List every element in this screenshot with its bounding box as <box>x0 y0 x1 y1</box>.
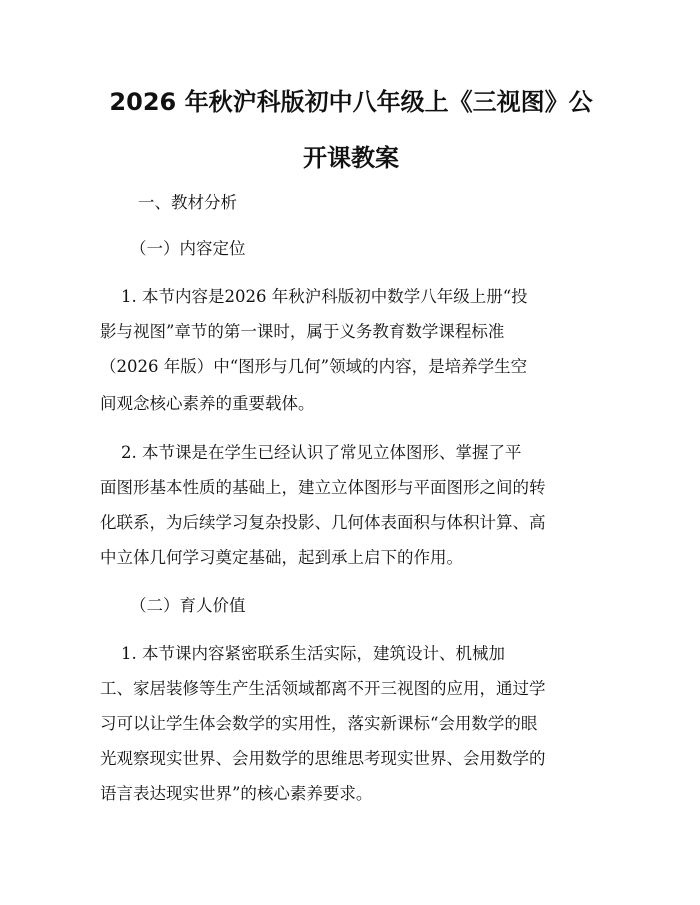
paragraph-line: 1. 本节课内容紧密联系生活实际，建筑设计、机械加 <box>100 644 505 663</box>
subsection-heading-educational-value: （二）育人价值 <box>130 596 246 615</box>
title-line-1: 2026 年秋沪科版初中八年级上《三视图》公 <box>109 88 593 116</box>
title-line-2: 开课教案 <box>303 144 399 172</box>
paragraph-line: 面图形基本性质的基础上，建立立体图形与平面图形之间的转 <box>100 478 546 497</box>
paragraph-line: 2. 本节课是在学生已经认识了常见立体图形、掌握了平 <box>100 443 522 462</box>
paragraph-line: 语言表达现实世界”的核心素养要求。 <box>100 784 373 803</box>
paragraph-line: 化联系，为后续学习复杂投影、几何体表面积与体积计算、高 <box>100 513 546 532</box>
paragraph-line: 光观察现实世界、会用数学的思维思考现实世界、会用数学的 <box>100 749 546 768</box>
paragraph-line: 工、家居装修等生产生活领域都离不开三视图的应用，通过学 <box>100 679 546 698</box>
paragraph-line: 中立体几何学习奠定基础，起到承上启下的作用。 <box>100 548 463 567</box>
subsection-heading-content-positioning: （一）内容定位 <box>130 239 246 258</box>
section-heading-materials-analysis: 一、教材分析 <box>138 193 237 212</box>
paragraph-line: 1. 本节内容是2026 年秋沪科版初中数学八年级上册“投 <box>100 287 528 306</box>
page-title <box>96 74 606 186</box>
paragraph-line: （2026 年版）中“图形与几何”领域的内容，是培养学生空 <box>100 357 528 376</box>
paragraph-line: 习可以让学生体会数学的实用性，落实新课标“会用数学的眼 <box>100 714 538 733</box>
paragraph-line: 影与视图”章节的第一课时，属于义务教育数学课程标准 <box>100 322 505 341</box>
paragraph-line: 间观念核心素养的重要载体。 <box>100 394 315 413</box>
